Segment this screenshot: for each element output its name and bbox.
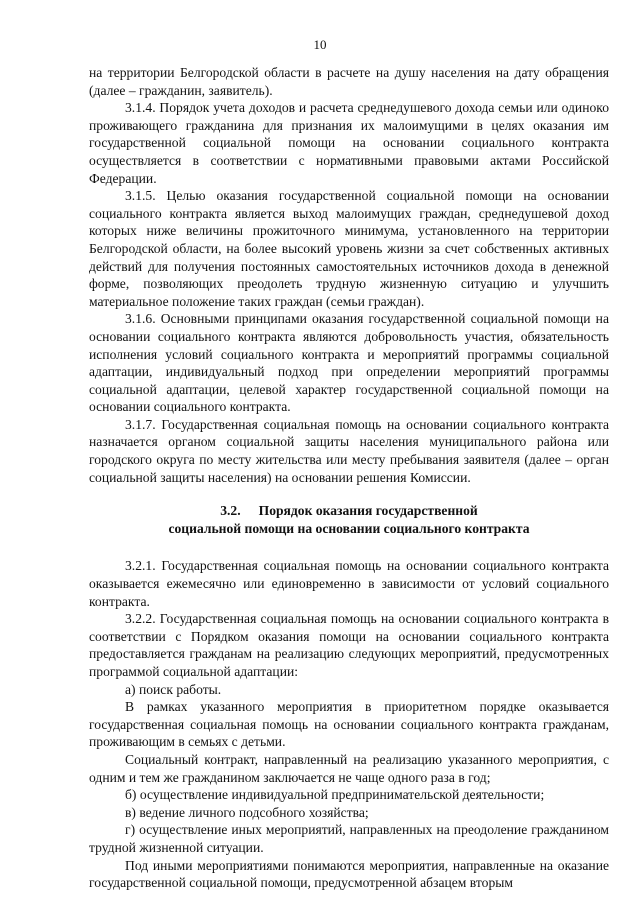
section-number: 3.2.	[220, 503, 241, 519]
paragraph-other-measures: Под иными мероприятиями понимаются мероприятия, направленные на оказание государственной социальной помощи, предусмотренной абзацем вторым	[89, 857, 609, 891]
list-item-a: а) поиск работы.	[125, 681, 222, 697]
paragraph-3-1-6: 3.1.6. Основными принципами оказания государственной социальной помощи на основании социального контракта являются добровольность участия, обязательность исполнения условий социального контракта и мероприятий программы социальной адаптации, индивидуальный подход при определении мероприятий программы социальной адаптации, целевой характер государственной социальной помощи на основании социального контракта.	[89, 311, 609, 415]
list-item-v: в) ведение личного подсобного хозяйства;	[125, 804, 369, 820]
page-number: 10	[313, 37, 327, 52]
paragraph-priority: В рамках указанного мероприятия в приоритетном порядке оказывается государственная социальная помощь на основании социального контракта гражданам, проживающим в семьях с детьми.	[89, 699, 609, 750]
section-title-line-2: социальной помощи на основании социального контракта	[168, 520, 530, 536]
list-item-b: б) осуществление индивидуальной предпринимательской деятельности;	[125, 787, 545, 803]
paragraph-continuation: на территории Белгородской области в расчете на душу населения на дату обращения (далее – гражданин, заявитель).	[89, 65, 609, 98]
document-body	[89, 64, 609, 892]
paragraph-3-2-1: 3.2.1. Государственная социальная помощь на основании социального контракта оказывается ежемесячно или единовременно в зависимости от условий социального контракта.	[89, 558, 609, 609]
list-item-g: г) осуществление иных мероприятий, направленных на преодоление гражданином трудной жизненной ситуации.	[89, 822, 609, 855]
paragraph-3-1-5: 3.1.5. Целью оказания государственной социальной помощи на основании социального контракта является выход малоимущих граждан, среднедушевой доход которых ниже величины прожиточного минимума, установленного на территории Белгородской области, на более высокий уровень жизни за счет собственных активных действий для получения постоянных самостоятельных источников дохода в денежной форме, позволяющих преодолеть трудную жизненную ситуацию и улучшить материальное положение таких граждан (семьи граждан).	[89, 188, 609, 309]
paragraph-3-1-4: 3.1.4. Порядок учета доходов и расчета среднедушевого дохода семьи или одиноко проживающего гражданина для признания их малоимущими в целях оказания им государственной социальной помощи на основании социального контракта осуществляется в соответствии с нормативными правовыми актами Российской Федерации.	[89, 100, 609, 186]
paragraph-3-2-2: 3.2.2. Государственная социальная помощь на основании социального контракта в соответствии с Порядком оказания помощи на основании социального контракта предоставляется гражданам на реализацию следующих мероприятий, предусмотренных программой социальной адаптации:	[89, 611, 609, 679]
section-title-line-1: Порядок оказания государственной	[258, 503, 478, 519]
paragraph-3-1-7: 3.1.7. Государственная социальная помощь на основании социального контракта назначается органом социальной защиты населения муниципального района или городского округа по месту жительства или месту пребывания заявителя (далее – орган социальной защиты населения) на основании решения Комиссии.	[89, 416, 609, 485]
section-heading-line-1	[89, 502, 609, 520]
section-heading-3-2	[89, 502, 609, 537]
paragraph-contract-frequency: Социальный контракт, направленный на реализацию указанного мероприятия, с одним и тем же гражданином заключается не чаще одного раза в год;	[89, 751, 609, 785]
